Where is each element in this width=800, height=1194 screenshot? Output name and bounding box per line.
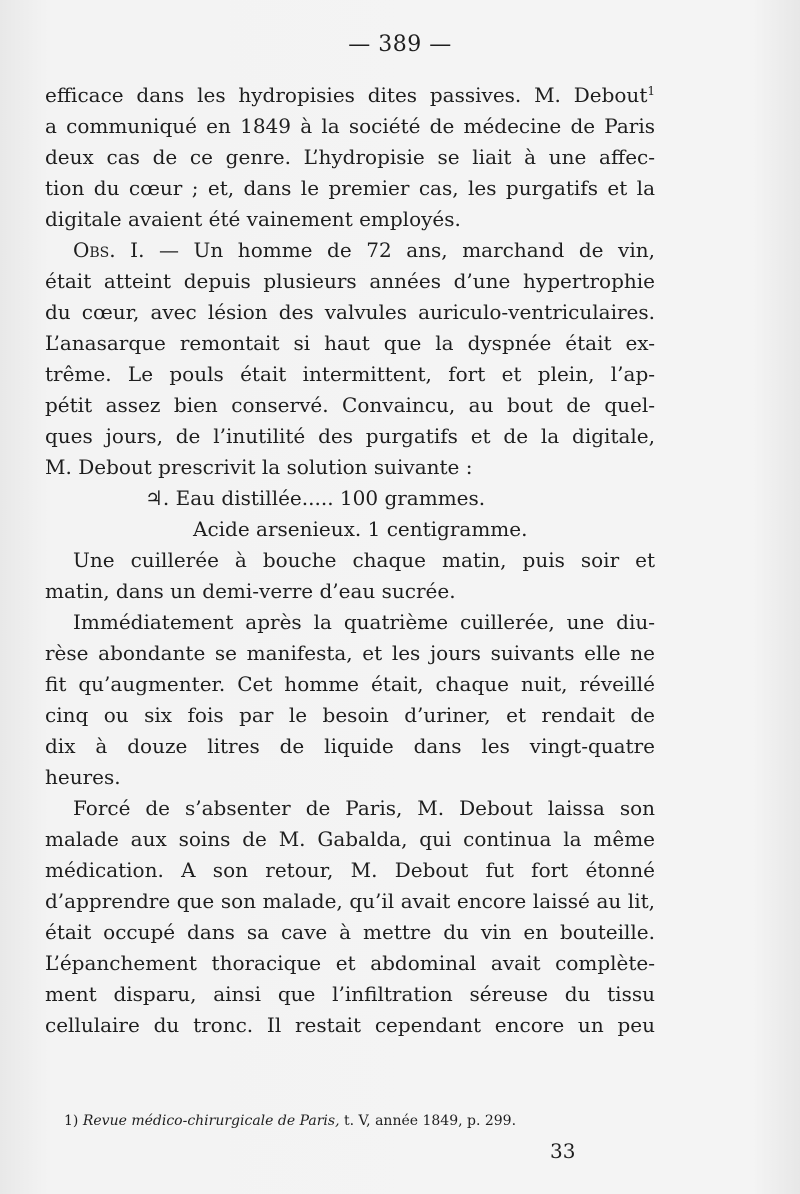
text-line: dix à douze litres de liquide dans les vingt-quatre	[45, 734, 655, 758]
signature-number: 33	[550, 1139, 576, 1163]
footnote-details: t. V, année 1849, p. 299.	[343, 1113, 517, 1129]
text-line	[45, 235, 655, 266]
text-line: M. Debout prescrivit la solution suivante :	[45, 455, 473, 479]
text-line: était atteint depuis plusieurs années d’une hypertrophie	[45, 269, 655, 293]
text-line-content: — Un homme de 72 ans, marchand de vin,	[158, 238, 655, 262]
observation-label: Obs. I.	[73, 238, 145, 262]
main-text	[45, 80, 655, 1041]
text-line-content: efficace dans les hydropisies dites passives. M. Debout	[45, 83, 648, 107]
text-line: trême. Le pouls était intermittent, fort et plein, l’ap-	[45, 362, 655, 386]
text-line: deux cas de ce genre. L’hydropisie se liait à une affec-	[45, 145, 655, 169]
footnote-marker: 1)	[64, 1113, 79, 1129]
paragraph-2	[45, 235, 655, 483]
text-line: ment disparu, ainsi que l’infiltration séreuse du tissu	[45, 982, 655, 1006]
text-line: Immédiatement après la quatrième cuillerée, une diu-	[73, 610, 655, 634]
formula-line: ♃. Eau distillée..... 100 grammes.	[145, 486, 486, 510]
footnote	[64, 1111, 644, 1131]
text-line: tion du cœur ; et, dans le premier cas, les purgatifs et la	[45, 176, 655, 200]
paragraph-5	[45, 793, 655, 1041]
text-line: malade aux soins de M. Gabalda, qui continua la même	[45, 827, 655, 851]
text-line: du cœur, avec lésion des valvules auriculo-ventriculaires.	[45, 300, 655, 324]
text-line: cinq ou six fois par le besoin d’uriner, et rendait de	[45, 703, 655, 727]
text-line: L’anasarque remontait si haut que la dyspnée était ex-	[45, 331, 655, 355]
footnote-title: Revue médico-chirurgicale de Paris,	[82, 1113, 340, 1129]
paragraph-4	[45, 607, 655, 793]
text-line: d’apprendre que son malade, qu’il avait encore laissé au lit,	[45, 889, 655, 913]
text-line: a communiqué en 1849 à la société de médecine de Paris	[45, 114, 655, 138]
text-line: médication. A son retour, M. Debout fut fort étonné	[45, 858, 655, 882]
text-line: était occupé dans sa cave à mettre du vin en bouteille.	[45, 920, 655, 944]
text-line: fit qu’augmenter. Cet homme était, chaque nuit, réveillé	[45, 672, 655, 696]
formula-line: Acide arsenieux. 1 centigramme.	[193, 517, 528, 541]
page-number: — 389 —	[348, 32, 452, 57]
text-line: L’épanchement thoracique et abdominal avait complète-	[45, 951, 655, 975]
footnote-reference: 1	[647, 84, 655, 98]
text-line: digitale avaient été vainement employés.	[45, 207, 461, 231]
text-line: matin, dans un demi-verre d’eau sucrée.	[45, 579, 456, 603]
text-line: Forcé de s’absenter de Paris, M. Debout laissa son	[73, 796, 655, 820]
text-line: pétit assez bien conservé. Convaincu, au bout de quel-	[45, 393, 655, 417]
text-line: heures.	[45, 765, 121, 789]
text-line: cellulaire du tronc. Il restait cependant encore un peu	[45, 1013, 655, 1037]
paragraph-3	[45, 545, 655, 607]
text-line: Une cuillerée à bouche chaque matin, puis soir et	[73, 548, 655, 572]
text-line	[45, 80, 655, 111]
paragraph-1	[45, 80, 655, 235]
prescription-formula	[45, 483, 655, 545]
text-line: ques jours, de l’inutilité des purgatifs et de la digitale,	[45, 424, 655, 448]
text-line: rèse abondante se manifesta, et les jours suivants elle ne	[45, 641, 655, 665]
